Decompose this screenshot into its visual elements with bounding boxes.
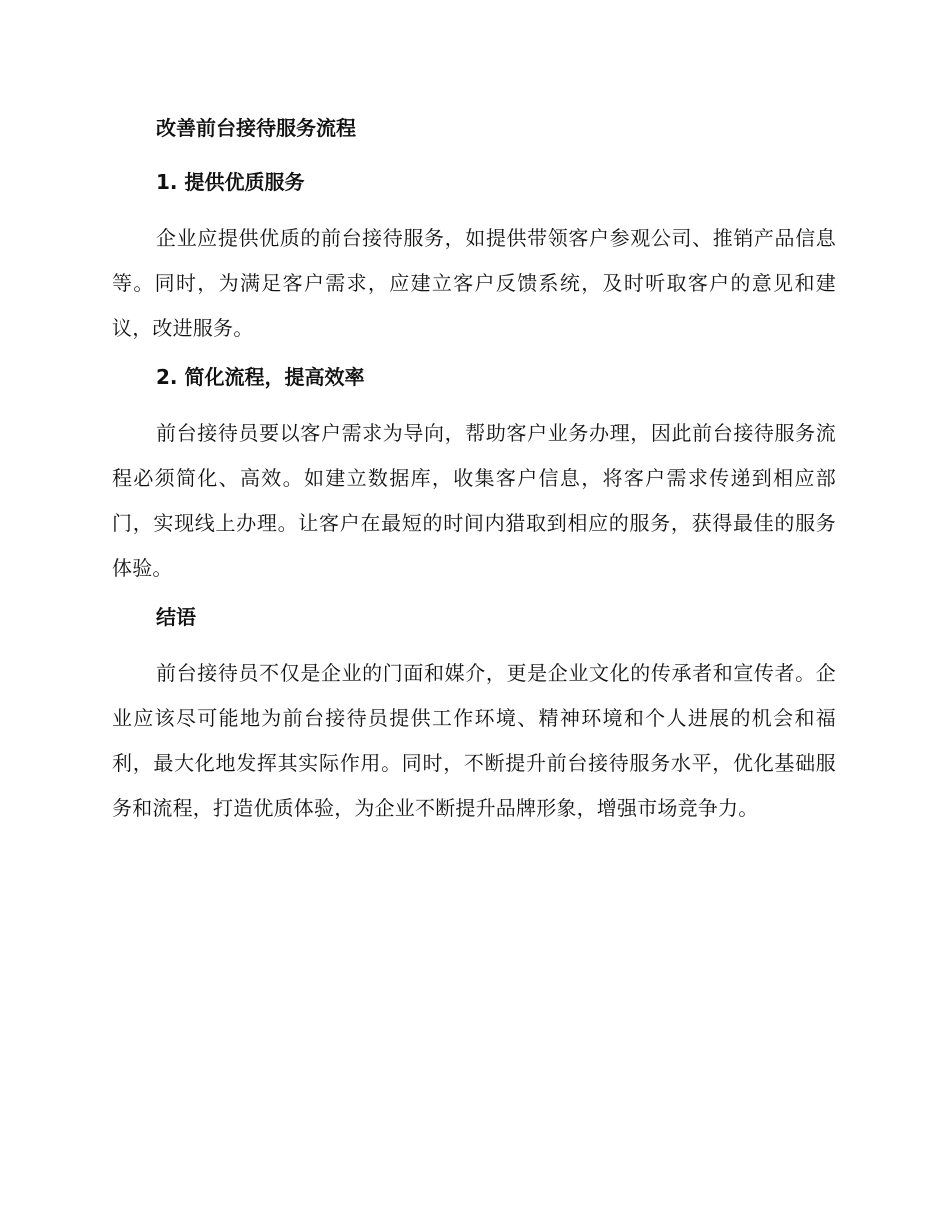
section-paragraph-quality-service: 企业应提供优质的前台接待服务，如提供带领客户参观公司、推销产品信息等。同时，为满足客户需求，应建立客户反馈系统，及时听取客户的意见和建议，改进服务。 <box>112 226 836 340</box>
section-paragraph-conclusion: 前台接待员不仅是企业的门面和媒介，更是企业文化的传承者和宣传者。企业应该尽可能地为前台接待员提供工作环境、精神环境和个人进展的机会和福利，最大化地发挥其实际作用。同时，不断提升前台接待服务水平，优化基础服务和流程，打造优质体验，为企业不断提升品牌形象，增强市场竞争力。 <box>112 661 836 820</box>
section-heading-conclusion: 结语 <box>156 605 196 629</box>
page-title: 改善前台接待服务流程 <box>156 116 356 140</box>
section-heading-quality-service: 1. 提供优质服务 <box>156 170 305 194</box>
section-paragraph-simplify-process: 前台接待员要以客户需求为导向，帮助客户业务办理，因此前台接待服务流程必须简化、高效。如建立数据库，收集客户信息，将客户需求传递到相应部门，实现线上办理。让客户在最短的时间内猎取到相应的服务，获得最佳的服务体验。 <box>112 421 836 580</box>
section-heading-simplify-process: 2. 简化流程，提高效率 <box>156 365 365 389</box>
document-content <box>112 112 836 831</box>
